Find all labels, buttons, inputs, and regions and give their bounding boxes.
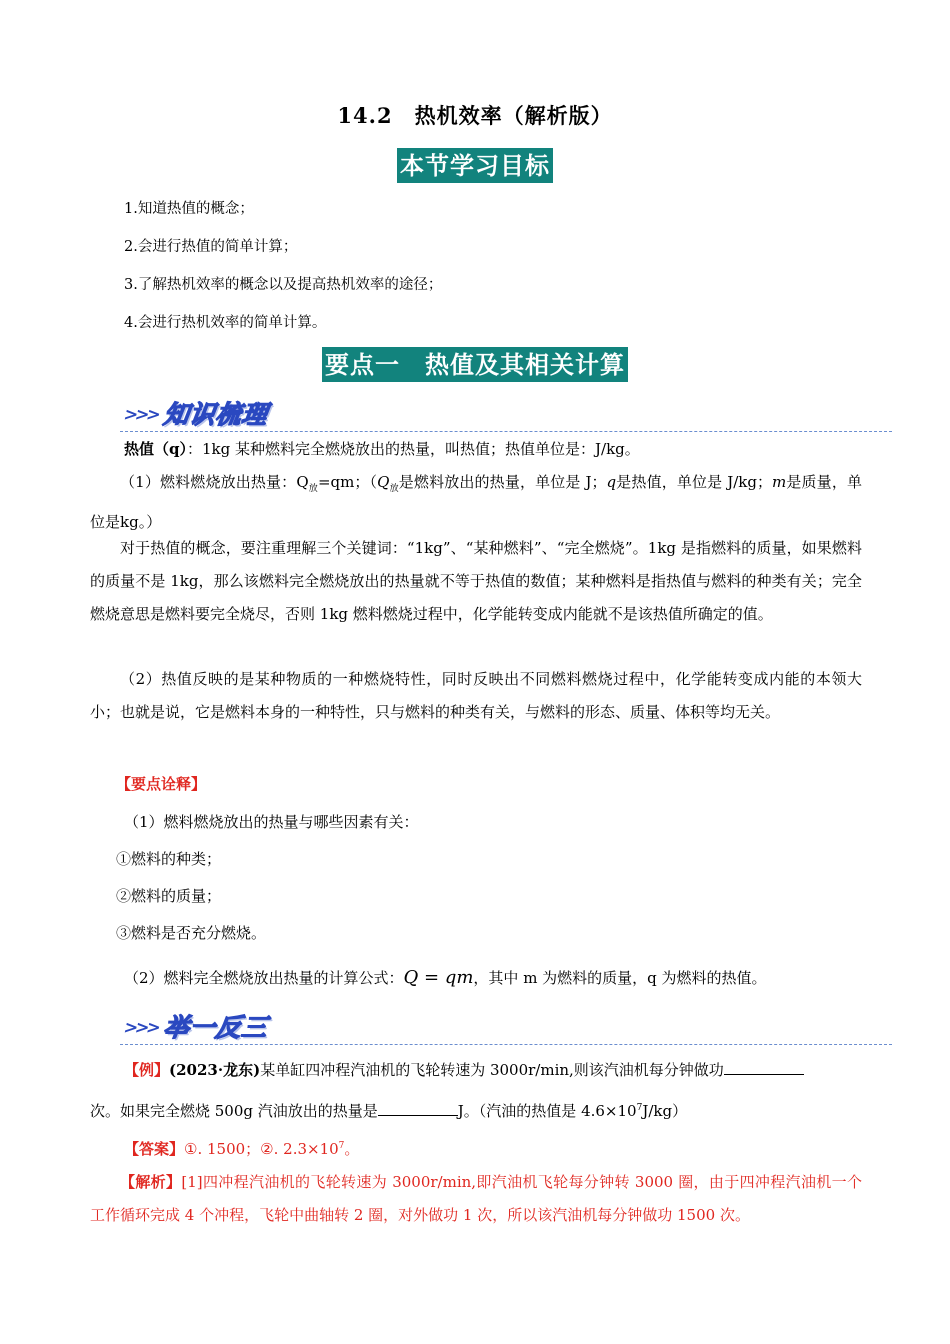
example-line-2	[90, 1092, 862, 1128]
knowledge-section-header	[120, 395, 420, 429]
text-run: m	[772, 473, 787, 491]
explanation-paragraph	[90, 1166, 862, 1232]
goal-item: 4.会进行热机效率的简单计算。	[124, 315, 327, 331]
example-line-1	[124, 1054, 874, 1087]
text-run: =qm；（	[317, 473, 378, 491]
chevrons-icon: >>>	[121, 1018, 160, 1038]
text-run: 是燃料放出的热量，单位是 J；	[398, 473, 607, 491]
knowledge-header-text: 知识梳理	[161, 400, 270, 429]
text-run: 7	[338, 1141, 345, 1151]
goal-item: 1.知道热值的概念；	[124, 201, 254, 217]
goal-item: 2.会进行热值的简单计算；	[124, 239, 298, 255]
text-run: 次。如果完全燃烧 500g 汽油放出的热量是	[90, 1102, 378, 1120]
paragraph-heat-formula	[90, 466, 862, 539]
note-item: ②燃料的质量；	[116, 887, 222, 905]
text-run: Q	[377, 473, 390, 491]
paragraph-keywords: 对于热值的概念，要注重理解三个关键词：“1kg”、“某种燃料”、“完全燃烧”。1kg 是指燃料的质量，如果燃料的质量不是 1kg，那么该燃料完全燃烧放出的热量就不等于热值的数值；某种燃料是指热值与燃料的种类有关；完全燃烧意思是燃料要完全烧尽，否则 1kg 燃料燃烧过程中，化学能转变成内能就不是该热值所确定的值。	[90, 539, 862, 623]
text-run: 某单缸四冲程汽油机的飞轮转速为 3000r/min,则该汽油机每分钟做功	[260, 1061, 724, 1079]
example-header-text: 举一反三	[161, 1013, 270, 1042]
note-item: （1）燃料燃烧放出的热量与哪些因素有关：	[124, 813, 419, 831]
section-divider	[120, 1044, 892, 1045]
answer-line	[124, 1130, 896, 1166]
example-source: (2023·龙东)	[169, 1061, 261, 1079]
text-run: 放	[389, 484, 399, 494]
text-run: J/kg）	[642, 1102, 688, 1120]
point1-banner-wrap	[0, 347, 950, 382]
definition-label: 热值（q）	[124, 440, 187, 458]
example-section-header	[120, 1008, 420, 1042]
answer-blank	[378, 1101, 458, 1116]
note-label: 【要点诠释】	[116, 775, 207, 793]
explanation-label: 【解析】	[120, 1173, 182, 1191]
goals-banner: 本节学习目标	[397, 148, 553, 183]
chevrons-icon: >>>	[121, 405, 160, 425]
text-run: 是热值，单位是 J/kg；	[616, 473, 772, 491]
goals-banner-wrap	[0, 148, 950, 183]
note-item: ①燃料的种类；	[116, 850, 222, 868]
text-run: ①. 1500；②. 2.3×10	[184, 1140, 339, 1158]
answer-blank	[724, 1060, 804, 1075]
definition-line	[124, 433, 864, 466]
document-title: 14.2 热机效率（解析版）	[337, 103, 613, 128]
paragraph-characteristic: （2）热值反映的是某种物质的一种燃烧特性，同时反映出不同燃料燃烧过程中，化学能转变成内能的本领大小；也就是说，它是燃料本身的一种特性，只与燃料的种类有关，与燃料的形态、质量、体积等均无关。	[90, 670, 862, 721]
heat-formula: Q = qm	[403, 967, 474, 988]
goal-item: 3.了解热机效率的概念以及提高热机效率的途径；	[124, 277, 443, 293]
definition-text: ：1kg 某种燃料完全燃烧放出的热量，叫热值；热值单位是：J/kg。	[187, 440, 640, 458]
text-run: 7	[636, 1103, 643, 1113]
point1-banner: 要点一 热值及其相关计算	[322, 347, 628, 382]
note-item: ③燃料是否充分燃烧。	[116, 924, 267, 942]
text-run: 。	[344, 1140, 360, 1158]
text-run: （2）燃料完全燃烧放出热量的计算公式：	[124, 969, 404, 987]
note-formula-line	[124, 961, 896, 995]
text-run: [1]四冲程汽油机的飞轮转速为 3000r/min,即汽油机飞轮每分钟转 3000 圈，由于四冲程汽油机一个工作循环完成 4 个冲程，飞轮中曲轴转 2 圈，对外做功 1 次，所以该汽油机每分钟做功 1500 次。	[90, 1173, 862, 1224]
text-run: 放	[308, 484, 318, 494]
text-run: J。（汽油的热值是 4.6×10	[457, 1102, 637, 1120]
example-label: 【例】	[124, 1061, 170, 1079]
text-run: 是质量，单位是kg。）	[90, 473, 862, 531]
text-run: q	[606, 473, 617, 491]
text-run: ，其中 m 为燃料的质量，q 为燃料的热值。	[473, 969, 767, 987]
answer-label: 【答案】	[124, 1140, 185, 1158]
section-divider	[120, 431, 892, 432]
text-run: （1）燃料燃烧放出热量：Q	[120, 473, 309, 491]
